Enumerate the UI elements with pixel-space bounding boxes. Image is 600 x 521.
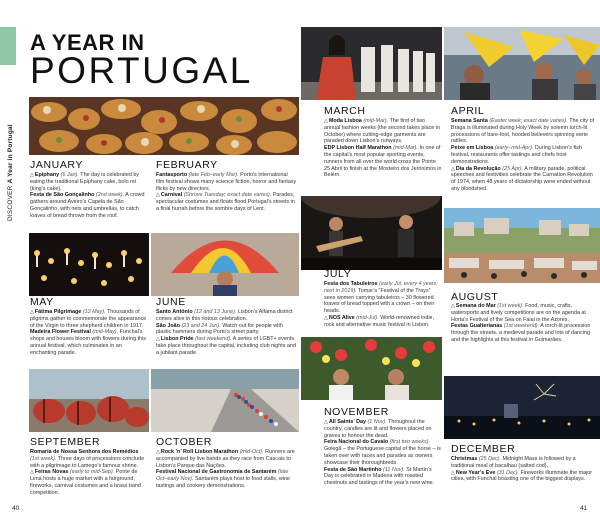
month-heading-january: JANUARY [30,159,84,171]
month-heading-february: FEBRUARY [156,159,218,171]
event-entry: △Fátima Pilgrimage (13 May). Thousands of pilgrims gather to commemorate the appearance of the Virgin to three shepherd children in 1917. [30,309,147,329]
event-entry: △Moda Lisboa (mid-Mar). The first of two annual fashion weeks (the second takes place in October) where cutting-edge garments are paraded down Lisbon’s runways. [324,118,440,145]
month-text-april [451,118,597,193]
event-entry: Christmas (25 Dec). Midnight Mass is followed by a traditional meal of bacalhau (salted cod). [451,456,576,469]
month-heading-june: JUNE [156,296,186,308]
month-text-august [451,303,597,344]
event-entry: △Rock ’n’ Roll Lisbon Marathon (mid-Oct). Runners are accompanied by live bands as they race from Cascais to Lisbon’s Parque das Nações. [156,449,295,469]
triangle-icon: △ [324,419,328,425]
section-running-head [7,71,19,221]
event-entry: Festas Gualterianas (1st weekend). A torch-lit procession through the streets, a medieval parade and lots of dancing and the highlights at this festival in Guimarães. [451,323,591,343]
triangle-icon: △ [156,192,160,199]
event-entry: Peixe em Lisboa (early–mid-Apr). During Lisbon’s fish festival, restaurants offer tastings and chefs host demonstrations. [451,145,582,165]
month-text-december [451,456,597,483]
month-text-september [30,449,147,497]
event-entry: Santo António (12 and 13 June). Lisbon’s Alfama district comes alive in this riotous celebration. [156,309,293,322]
event-entry: △Semana do Mar (1st week). Food, music, crafts, watersports and lively competitions are on the agenda at Horta’s Festival of the Sea on Faial in the Azores. [451,303,586,323]
month-text-february [156,172,297,213]
page-number-left: 40 [12,505,20,512]
triangle-icon: △ [30,469,34,476]
month-heading-august: AUGUST [451,291,499,303]
triangle-icon: △ [451,303,455,309]
month-heading-november: NOVEMBER [324,406,389,418]
chapter-label: A Year in Portugal [7,124,14,184]
event-entry: Semana Santa (Easter week; exact date varies). The city of Braga is illuminated during Holy Week by solemn torch-lit processions of bare-foot, hooded believers spinning eerie rattles. [451,118,595,145]
event-entry: △New Year’s Eve (31 Dec). Fireworks illuminate the major cities, with Funchal boasting one of the biggest displays. [451,469,593,483]
photo-fashion-week [301,27,442,100]
photo-night-fireworks [444,376,600,439]
month-text-may [30,309,147,357]
event-entry: Madeira Flower Festival (mid-May). Funchal’s shops and houses bloom with flowers during this annual festival, which culminates in an enchanting parade. [30,329,146,356]
event-entry: △Dia da Revolução (25 Apr). A military parade, political speeches and festivities celebrate the Carnation Revolution of 1974, when 48 years of dictatorship were ended without any bloodshed. [451,165,593,192]
event-entry: △Feiras Novas (early to mid-Sep). Ponte de Lima hosts a huge market with a fairground, fireworks, carnival costumes and a brass band competition. [30,469,141,496]
month-heading-march: MARCH [324,105,366,117]
section-label: DISCOVER [7,185,14,221]
event-entry: △NOS Alive (mid-Jul). World-renowned indie, rock and alternative music festival in Lisbon. [324,314,435,328]
photo-marathon [151,369,299,432]
event-entry: Fantasporto (late Feb–early Mar). Porto’s international film festival shows many science fiction, horror and fantasy flicks by new directors. [156,172,297,192]
photo-tray-festival [301,337,442,400]
month-text-october [156,449,297,490]
photo-candle-pilgrimage [29,233,149,296]
month-heading-july: JULY [324,268,352,280]
triangle-icon: △ [324,118,328,124]
event-entry: Feira Nacional do Cavalo (first two weeks). Golegã – the Portuguese capital of the horse – is taken over with races and parades as owners showcase their thoroughbreds. [324,439,441,466]
month-heading-october: OCTOBER [156,436,212,448]
month-heading-april: APRIL [451,105,485,117]
page-number-right: 41 [580,505,588,512]
page-title-line1: A YEAR IN [30,30,145,55]
month-text-january [30,172,147,220]
triangle-icon: △ [30,309,34,315]
triangle-icon: △ [30,172,34,178]
event-entry: Romaria de Nossa Senhora dos Remédios (1st week). Three days of processions conclude with a pilgrimage to Lamego’s famous shrine. [30,449,145,469]
event-entry: Festival Nacional de Gastronomia de Santarém (late Oct–early Nov). Santarém plays host to food stalls, wine tastings and cookery demonstrations. [156,469,290,489]
photo-market-festival [444,208,600,283]
event-entry: EDP Lisbon Half Marathon (mid-Mar). In one of the capital’s most popular sporting events, runners from all over the world cross the Ponte 25 Abril to finish at the Mosteiro dos Jerónimos in Belém. [324,145,442,179]
section-tab [0,27,16,65]
month-heading-december: DECEMBER [451,443,516,455]
photo-umbrella-street [151,233,299,296]
month-heading-may: MAY [30,296,54,308]
page-title-line2: PORTUGAL [30,50,253,91]
photo-barrel-festival [29,369,149,432]
event-entry: △Lisbon Pride (last weekend). A series of LGBT+ events take place throughout the capital, including club nights and a jubilant parade. [156,336,296,356]
photo-holy-week [444,27,600,100]
event-entry: △Epiphany (6 Jan). The day is celebrated by eating the traditional Epiphany cake, bolo rei (king’s cake). [30,172,140,192]
event-entry: Festa dos Tabuleiros (early Jul, every 4 years; next in 2019). Tomar’s “Festival of the Trays” sees women carrying tabuleiros – 30 flowered loaves of bread topped with a crown – on their heads. [324,281,438,315]
triangle-icon: △ [156,336,160,343]
photo-concert [301,196,442,270]
photo-pastries [29,97,299,155]
triangle-icon: △ [451,469,455,476]
event-entry: São João (23 and 24 Jun). Watch out for people with plastic hammers during Porto’s street party. [156,322,283,336]
triangle-icon: △ [324,314,328,321]
event-entry: △All Saints’ Day (1 Nov). Throughout the country, candles are lit and flowers placed on graves to honour the dead. [324,419,432,439]
month-text-november [324,419,442,487]
triangle-icon: △ [156,449,160,455]
month-text-march [324,118,442,179]
month-text-july [324,281,442,329]
month-text-june [156,309,297,357]
event-entry: Festa de São Martinho (11 Nov). St Martin’s Day is celebrated in Madeira with roasted chestnuts and tastings of the year’s new wine. [324,466,435,487]
event-entry: △Carnival (Shrove Tuesday; exact date varies). Parades, spectacular costumes and floats flood Portugal’s streets in a final hurrah before the sombre days of Lent. [156,192,295,212]
month-heading-september: SEPTEMBER [30,436,101,448]
triangle-icon: △ [451,165,455,172]
event-entry: Festa de São Gonçalinho (2nd week). A crowd gathers around Aveiro’s Capela de São Gonçalinho, with nets and umbrellas, to catch loaves of bread thrown from the roof. [30,192,145,219]
